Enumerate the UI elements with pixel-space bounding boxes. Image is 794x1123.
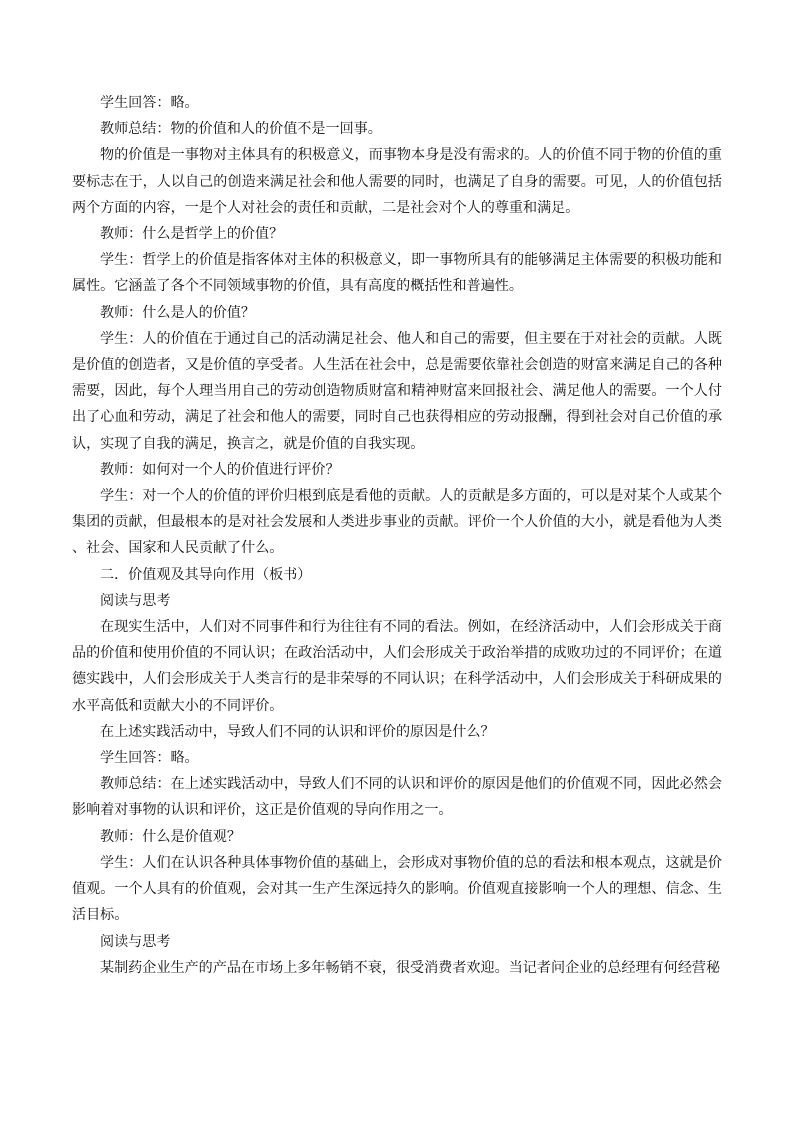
paragraph-student-values: 学生：人们在认识各种具体事物价值的基础上，会形成对事物价值的总的看法和根本观点，这就是价值观。一个人具有的价值观，会对其一生产生深远持久的影响。价值观直接影响一个人的理想、信念、生活目标。 bbox=[72, 854, 722, 924]
paragraph-teacher-question-human-value: 教师：什么是人的价值？ bbox=[100, 304, 256, 321]
paragraph-question-cause: 在上述实践活动中，导致人们不同的认识和评价的原因是什么？ bbox=[100, 723, 495, 740]
paragraph-real-life-examples: 在现实生活中，人们对不同事件和行为往往有不同的看法。例如，在经济活动中，人们会形成关于商品的价值和使用价值的不同认识；在政治活动中，人们会形成关于政治举措的成败功过的不同评价；在道德实践中，人们会形成关于人类言行的是非荣辱的不同认识；在科学活动中，人们会形成关于科研成果的水平高低和贡献大小的不同评价。 bbox=[72, 619, 722, 714]
paragraph-student-answer-2: 学生回答：略。 bbox=[100, 750, 199, 767]
paragraph-teacher-question-philosophy-value: 教师：什么是哲学上的价值？ bbox=[100, 226, 284, 243]
reading-and-thinking-label-2: 阅读与思考 bbox=[100, 933, 171, 950]
paragraph-student-answer-1: 学生回答：略。 bbox=[100, 95, 199, 111]
reading-and-thinking-label-1: 阅读与思考 bbox=[100, 592, 171, 609]
paragraph-student-philosophy-value: 学生：哲学上的价值是指客体对主体的积极意义，即一事物所具有的能够满足主体需要的积极功能和属性。它涵盖了各个不同领域事物的价值，具有高度的概括性和普遍性。 bbox=[72, 252, 722, 295]
document-page bbox=[72, 90, 722, 981]
paragraph-student-human-value: 学生：人的价值在于通过自己的活动满足社会、他人和自己的需要，但主要在于对社会的贡献。人既是价值的创造者，又是价值的享受者。人生活在社会中，总是需要依靠社会创造的财富来满足自己的各种需要，因此，每个人理当用自己的劳动创造物质财富和精神财富来回报社会、满足他人的需要。一个人付出了心血和劳动，满足了社会和他人的需要，同时自己也获得相应的劳动报酬，得到社会对自己价值的承认，实现了自我的满足，换言之，就是价值的自我实现。 bbox=[72, 330, 722, 452]
paragraph-pharma-enterprise: 某制药企业生产的产品在市场上多年畅销不衰，很受消费者欢迎。当记者问企业的总经理有何经营秘 bbox=[100, 959, 721, 976]
paragraph-teacher-summary-1: 教师总结：物的价值和人的价值不是一回事。 bbox=[100, 121, 382, 138]
paragraph-teacher-question-evaluation: 教师：如何对一个人的价值进行评价？ bbox=[100, 461, 340, 478]
paragraph-student-evaluation: 学生：对一个人的价值的评价归根到底是看他的贡献。人的贡献是多方面的，可以是对某个人或某个集团的贡献，但最根本的是对社会发展和人类进步事业的贡献。评价一个人价值的大小，就是看他为人类、社会、国家和人民贡献了什么。 bbox=[72, 488, 722, 557]
section-heading-values: 二．价值观及其导向作用（板书） bbox=[100, 566, 312, 583]
paragraph-teacher-summary-2: 教师总结：在上述实践活动中，导致人们不同的认识和评价的原因是他们的价值观不同，因此必然会影响着对事物的认识和评价，这正是价值观的导向作用之一。 bbox=[72, 776, 722, 819]
paragraph-teacher-question-values: 教师：什么是价值观？ bbox=[100, 828, 241, 845]
paragraph-object-value: 物的价值是一事物对主体具有的积极意义，而事物本身是没有需求的。人的价值不同于物的价值的重要标志在于，人以自己的创造来满足社会和他人需要的同时，也满足了自身的需要。可见，人的价值包括两个方面的内容，一是个人对社会的责任和贡献，二是社会对个人的尊重和满足。 bbox=[72, 147, 722, 216]
